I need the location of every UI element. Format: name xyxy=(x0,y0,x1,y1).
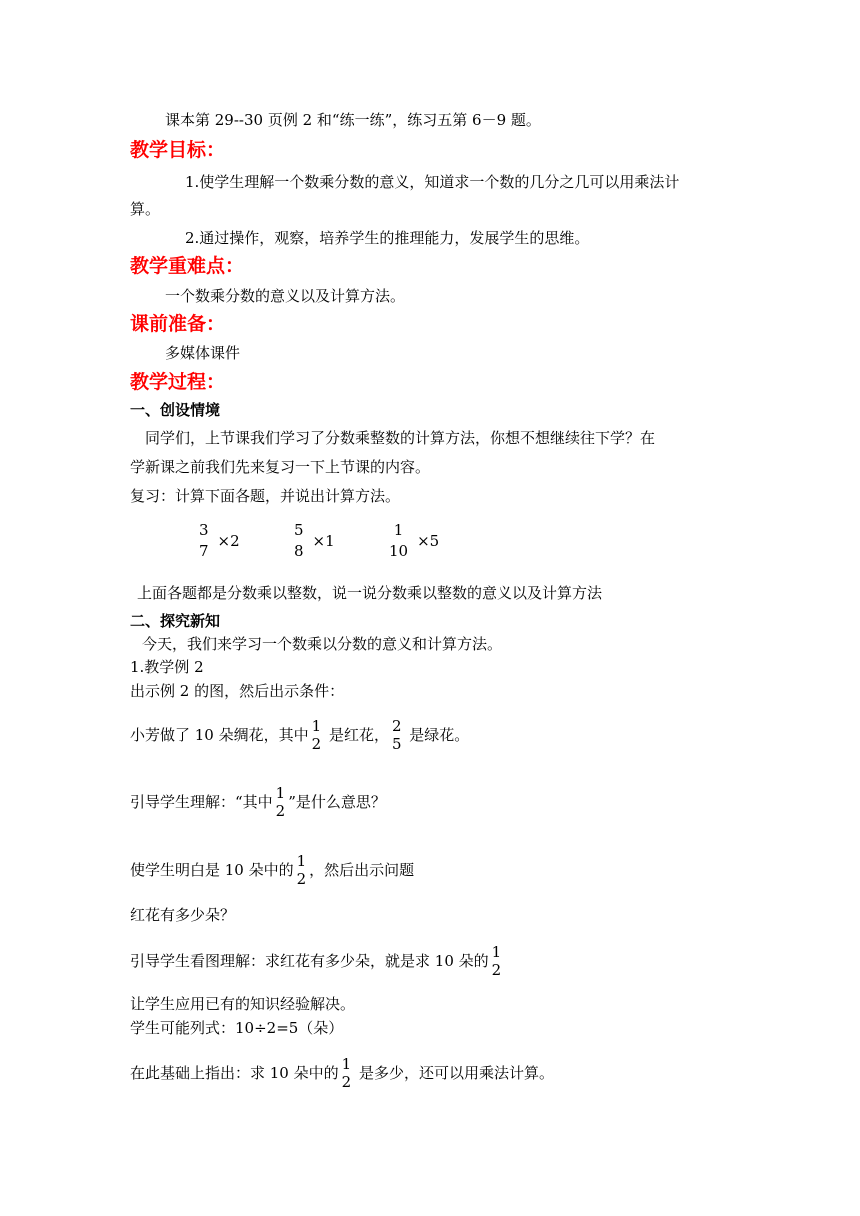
understand-denominator: 2 xyxy=(296,870,307,888)
goal-1-line-2: 算。 xyxy=(130,200,161,218)
condition-fraction-2-numerator: 2 xyxy=(391,717,402,735)
condition-fraction-1-denominator: 2 xyxy=(311,735,322,753)
exercise-1-numerator: 3 xyxy=(199,521,209,539)
exercise-3-operation: ×5 xyxy=(417,532,440,550)
preparation-heading: 课前准备： xyxy=(130,313,226,335)
exercise-3-denominator: 10 xyxy=(389,542,409,560)
condition-part-3: 是绿花。 xyxy=(409,726,470,744)
point-out-line xyxy=(130,1052,554,1093)
guide-2-part-1: 引导学生看图理解：求红花有多少朵，就是求 10 朵的 xyxy=(130,952,489,970)
goals-heading: 教学目标： xyxy=(130,139,226,161)
exercise-3 xyxy=(386,520,439,562)
key-points-heading: 教学重难点： xyxy=(130,255,245,277)
section-2-title: 二、探究新知 xyxy=(130,612,221,630)
process-heading: 教学过程： xyxy=(130,371,226,393)
show-figure-text: 出示例 2 的图，然后出示条件： xyxy=(130,682,345,700)
point-out-part-2: 是多少，还可以用乘法计算。 xyxy=(358,1064,554,1082)
guide-1-part-1: 引导学生理解：“其中 xyxy=(130,793,273,811)
condition-part-2: 是红花， xyxy=(328,726,389,744)
guide-2-line xyxy=(130,940,504,981)
exercise-2-operation: ×1 xyxy=(312,532,335,550)
exercise-3-numerator: 1 xyxy=(393,521,404,539)
point-out-fraction xyxy=(341,1055,353,1091)
exercise-row xyxy=(196,520,496,566)
example-label: 1.教学例 2 xyxy=(130,658,204,676)
understand-line xyxy=(130,849,414,890)
exercise-2-fraction xyxy=(293,520,305,562)
guide-2-fraction xyxy=(491,943,503,979)
question-text: 红花有多少朵？ xyxy=(130,906,236,924)
guide-1-fraction xyxy=(275,784,287,820)
goal-2: 2.通过操作，观察，培养学生的推理能力，发展学生的思维。 xyxy=(185,229,590,247)
preparation-text: 多媒体课件 xyxy=(165,344,241,362)
exercise-1-operation: ×2 xyxy=(217,532,240,550)
exercise-2-numerator: 5 xyxy=(294,521,304,539)
condition-line xyxy=(130,714,469,755)
understand-part-2: ，然后出示问题 xyxy=(309,861,415,879)
point-out-numerator: 1 xyxy=(341,1055,352,1073)
guide-1-part-2: ”是什么意思？ xyxy=(288,793,386,811)
guide-1-line xyxy=(130,781,386,822)
section-1-summary: 上面各题都是分数乘以整数，说一说分数乘以整数的意义以及计算方法 xyxy=(137,584,603,602)
intro-text: 课本第 29--30 页例 2 和“练一练”，练习五第 6－9 题。 xyxy=(165,111,541,129)
exercise-2-denominator: 8 xyxy=(294,542,304,560)
guide-1-denominator: 2 xyxy=(275,802,286,820)
condition-fraction-1-numerator: 1 xyxy=(311,717,322,735)
exercise-3-fraction xyxy=(388,520,409,562)
section-2-intro: 今天，我们来学习一个数乘以分数的意义和计算方法。 xyxy=(142,635,503,653)
condition-fraction-1 xyxy=(311,717,323,753)
formula-text: 学生可能列式：10÷2=5（朵） xyxy=(130,1019,344,1037)
exercise-1-denominator: 7 xyxy=(199,542,209,560)
review-text: 复习：计算下面各题，并说出计算方法。 xyxy=(130,487,401,505)
guide-1-numerator: 1 xyxy=(275,784,286,802)
point-out-denominator: 2 xyxy=(341,1073,352,1091)
apply-text: 让学生应用已有的知识经验解决。 xyxy=(130,995,356,1013)
point-out-part-1: 在此基础上指出：求 10 朵中的 xyxy=(130,1064,339,1082)
goal-1-line-1: 1.使学生理解一个数乘分数的意义，知道求一个数的几分之几可以用乘法计 xyxy=(185,173,680,191)
condition-fraction-2-denominator: 5 xyxy=(391,735,402,753)
understand-part-1: 使学生明白是 10 朵中的 xyxy=(130,861,294,879)
understand-numerator: 1 xyxy=(296,852,307,870)
exercise-2 xyxy=(291,520,335,562)
section-1-title: 一、创设情境 xyxy=(130,401,221,419)
guide-2-numerator: 1 xyxy=(491,943,502,961)
exercise-1-fraction xyxy=(198,520,210,562)
understand-fraction xyxy=(296,852,308,888)
condition-part-1: 小芳做了 10 朵绸花，其中 xyxy=(130,726,309,744)
condition-fraction-2 xyxy=(391,717,403,753)
section-1-para-line-2: 学新课之前我们先来复习一下上节课的内容。 xyxy=(130,458,431,476)
guide-2-denominator: 2 xyxy=(491,961,502,979)
section-1-para-line-1: 同学们，上节课我们学习了分数乘整数的计算方法，你想不想继续往下学？在 xyxy=(145,429,656,447)
exercise-1 xyxy=(196,520,240,562)
key-points-text: 一个数乘分数的意义以及计算方法。 xyxy=(165,287,406,305)
